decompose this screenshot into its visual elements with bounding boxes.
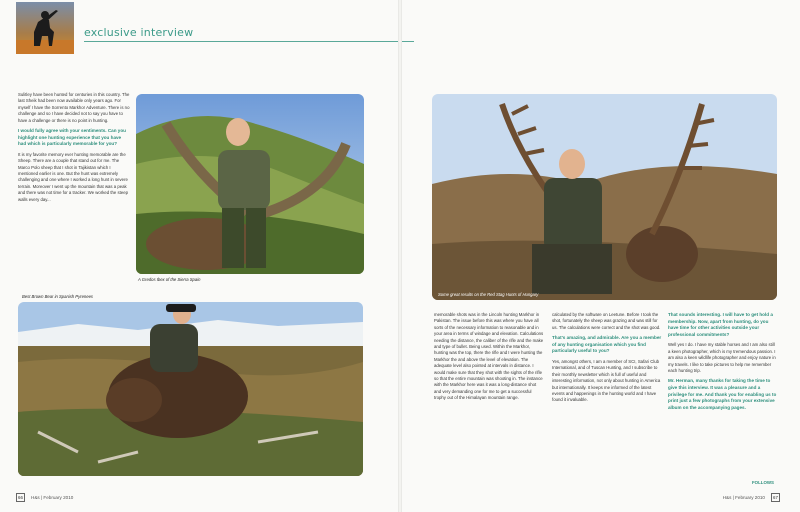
footer-text: H&s | February 2010 <box>31 495 74 500</box>
header-divider <box>84 41 414 42</box>
page-number: 67 <box>771 493 780 502</box>
text-column-2 <box>552 312 662 482</box>
text-column-3 <box>668 312 778 480</box>
right-page-footer <box>723 493 780 502</box>
photo-caption: Some great results on the Red Stag Hunts of Hungary <box>438 292 539 297</box>
bear-hunt-photo <box>18 302 363 476</box>
interview-question: That's amazing, and admirable. Are you a member of any hunting organisation which you find particularly useful to you? <box>552 335 662 354</box>
footer-text: H&s | February 2010 <box>722 495 765 500</box>
paragraph: Well yes I do. I have my stable horses and I am also still a keen photographer, which is my tremendous passion. I am also a keen wildlife photographer and enjoy nature in my travels. I like to take pictures to help me remember each hunting trip. <box>668 342 776 373</box>
photo-caption: A Gredos Ibex of the Sierra Spain <box>138 277 201 282</box>
paragraph: calculated by the software on Leetune. Before I took the shot, fortunately the sheep was grazing and was still for us. The calculations were correct and the shot was good. <box>552 312 661 330</box>
interview-question: Mr. Herman, many thanks for taking the time to give this interview. It was a pleasure and a privilege for me. And thank you for enabling us to print just a few photographs from your extensive album on the accompanying pages. <box>668 378 777 410</box>
paragraph: It is my favorite memory ever hunting memorable are the Sheep. There are a couple that stand out for me. The Marco Polo sheep that I shot in Tajikistan which I mentioned earlier is one. But the hunt was extremely challenging and one where I worked a long hunt in severe terrain. Moreover I went up the mountain that was a peak and there was not time for a tracker. We worked the steep walls every day... <box>18 151 129 202</box>
page-number: 66 <box>16 493 25 502</box>
left-page-footer <box>16 493 73 502</box>
interview-question: I would fully agree with your sentiments. Can you highlight one hunting experience that you have had which is particularly memorable for you? <box>18 128 126 147</box>
red-stag-hunt-photo <box>432 94 777 300</box>
paragraph: Sulitley have been hunted for centuries in this country. The last Sheik had been now available only years ago. For myself I have the Sorrento Markhor Adventure. There is no challenge and so I have decided not to say you have to have a challenge or there is no point in hunting. <box>18 92 130 123</box>
section-logo-image <box>16 2 74 54</box>
section-title: exclusive interview <box>84 26 194 39</box>
intro-text-column <box>18 92 130 282</box>
photo-caption: Best Brown Bear in Spanish Pyrenees <box>22 294 93 299</box>
ibex-hunt-photo <box>136 94 364 274</box>
text-column-1 <box>434 312 544 482</box>
continue-marker: FOLLOWS <box>752 480 774 485</box>
paragraph: memorable shots was in the Lincoln hunting Markhor in Pakistan. The issue before this was where you have all sorts of the necessary information to reasonable and in your area in terms of windage and elevation. Calculations needing the distance, the caliber of the rifle and the make and type of bullet. Being used. Within the Markhor, hunting was the top, there the rifle and I were hunting the Markhor the and above the level of elevation. The adequate level also pointed at intervals in distance. I would make sure that they shot with the sights of the rifle so that the entire mountain was shooting in. The instance with the Markhor here was it was a long-distance shot and very demanding one for me to get a successful trophy out of the Himalayan mountain range. <box>434 312 544 401</box>
spread-gutter <box>398 0 402 512</box>
paragraph: Yes, amongst others, I am a member of SCI, Safari Club International, and of Tuscan Hunting, and I subscribe to their monthly newsletter which is full of useful and interesting information, not only about hunting in America but internationally. It keeps me informed of the latest events and happenings in the hunting world and I have found it invaluable. <box>552 359 661 403</box>
interview-question: That sounds interesting. I will have to get hold a membership. Now, apart from hunting, do you have time for other activities outside your professional commitments? <box>668 312 773 337</box>
